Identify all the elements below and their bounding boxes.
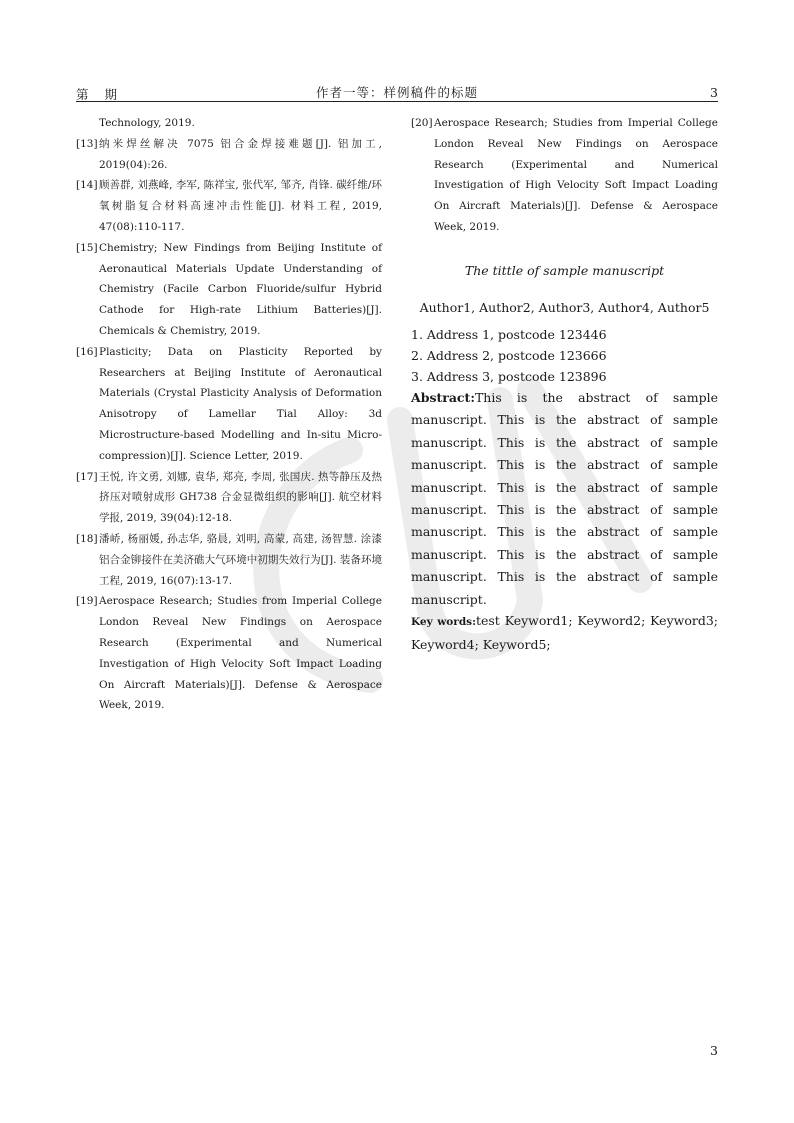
reference-number: [17] bbox=[76, 470, 98, 483]
issue-label: 第 期 bbox=[76, 87, 123, 102]
reference-text: Plasticity; Data on Plasticity Reported by Researchers at Beijing Institute of Aeronautical Materials (Crystal Plasticity Analysis of Deformation Anisotropy of Lamellar Tial Alloy: 3d Microstructure-based Modelling and In-situ Micro-compression)[J]. Science Letter, 2019. bbox=[99, 345, 382, 462]
keywords-label: Key words: bbox=[411, 616, 476, 628]
references-left-column bbox=[76, 113, 382, 716]
running-title: 作者一等：样例稿件的标题 bbox=[315, 85, 478, 100]
english-title: The tittle of sample manuscript bbox=[464, 263, 665, 278]
reference-entry bbox=[76, 529, 382, 591]
address-line: 3. Address 3, postcode 123896 bbox=[411, 369, 607, 384]
keywords bbox=[411, 610, 718, 655]
reference-number: [14] bbox=[76, 179, 98, 192]
reference-number: [13] bbox=[76, 137, 98, 150]
reference-text: Aerospace Research; Studies from Imperial College London Reveal New Findings on Aerospace Research (Experimental and Numerical Investigation of High Velocity Soft Impact Loading On Aircraft Materials)[J]. Defense & Aerospace Week, 2019. bbox=[99, 595, 382, 712]
header-page-number: 3 bbox=[710, 85, 718, 100]
reference-entry bbox=[76, 591, 382, 716]
abstract-text: This is the abstract of sample manuscript. This is the abstract of sample manuscript. This is the abstract of sample manuscript. This is the abstract of sample manuscript. This is the abstract of sample manuscript. This is the abstract of sample manuscript. This is the abstract of sample manuscript. This is the abstract of sample manuscript. This is the abstract of sample manuscript. bbox=[411, 390, 718, 607]
header-rule bbox=[76, 101, 718, 102]
reference-entry bbox=[76, 342, 382, 467]
abstract-label: Abstract: bbox=[411, 390, 475, 405]
running-header bbox=[76, 83, 718, 101]
reference-entry bbox=[76, 113, 382, 134]
reference-entry bbox=[76, 467, 382, 529]
references-right-column bbox=[411, 113, 718, 238]
address-line: 1. Address 1, postcode 123446 bbox=[411, 327, 607, 342]
reference-number: [19] bbox=[76, 595, 98, 608]
reference-entry bbox=[76, 238, 382, 342]
reference-entry bbox=[76, 175, 382, 237]
reference-number bbox=[76, 113, 99, 134]
reference-number: [20] bbox=[411, 117, 433, 129]
keywords-text: test Keyword1; Keyword2; Keyword3; Keyword4; Keyword5; bbox=[411, 613, 718, 652]
reference-number: [18] bbox=[76, 532, 98, 545]
footer-page-number: 3 bbox=[710, 1043, 718, 1058]
address-line: 2. Address 2, postcode 123666 bbox=[411, 348, 607, 363]
reference-text: 顾善群, 刘燕峰, 李军, 陈祥宝, 张代军, 邹齐, 肖锋. 碳纤维/环氧树脂复合材料高速冲击性能[J]. 材料工程, 2019, 47(08):110-117. bbox=[99, 179, 382, 233]
author-list: Author1, Author2, Author3, Author4, Author5 bbox=[419, 300, 710, 315]
reference-text: Aerospace Research; Studies from Imperial College London Reveal New Findings on Aerospace Research (Experimental and Numerical Investigation of High Velocity Soft Impact Loading On Aircraft Materials)[J]. Defense & Aerospace Week, 2019. bbox=[434, 117, 718, 233]
reference-text: Chemistry; New Findings from Beijing Institute of Aeronautical Materials Update Understanding of Chemistry (Facile Carbon Fluoride/sulfur Hybrid Cathode for High-rate Lithium Batteries)[J]. Chemicals & Chemistry, 2019. bbox=[99, 241, 382, 337]
reference-text: 潘峤, 杨丽媛, 孙志华, 骆晨, 刘明, 高蒙, 高建, 汤智慧. 涂漆铝合金铆接件在美济礁大气环境中初期失效行为[J]. 装备环境工程, 2019, 16(07):13-17. bbox=[99, 532, 382, 587]
reference-text: Technology, 2019. bbox=[99, 117, 195, 129]
reference-entry bbox=[411, 113, 718, 238]
abstract bbox=[411, 387, 718, 611]
reference-number: [16] bbox=[76, 345, 98, 358]
reference-text: 纳米焊丝解决 7075 铝合金焊接难题[J]. 铝加工, 2019(04):26. bbox=[99, 137, 382, 171]
reference-number: [15] bbox=[76, 241, 98, 254]
reference-text: 王悦, 许文勇, 刘娜, 袁华, 郑亮, 李周, 张国庆. 热等静压及热挤压对喷射成形 GH738 合金显微组织的影响[J]. 航空材料学报, 2019, 39(04):12-18. bbox=[99, 470, 382, 525]
address-list bbox=[411, 324, 718, 387]
reference-entry bbox=[76, 134, 382, 176]
